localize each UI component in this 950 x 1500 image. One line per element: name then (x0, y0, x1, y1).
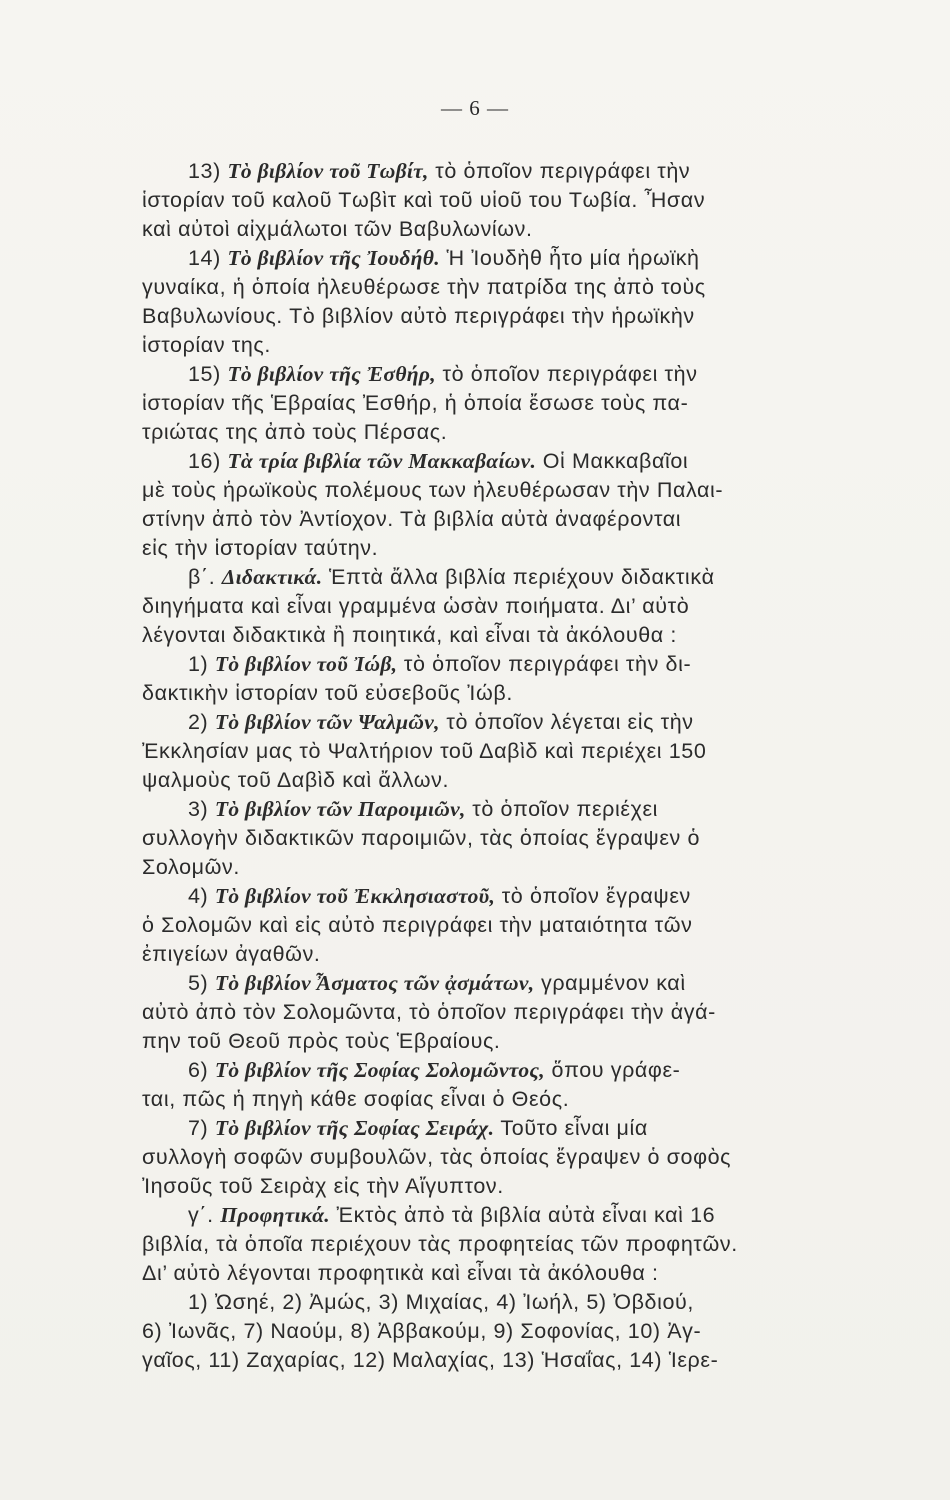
book-title: Τὸ βιβλίον τῶν Παροιμιῶν, (214, 797, 466, 821)
text-line (142, 795, 878, 824)
line-text: γαῖος, 11) Ζαχαρίας, 12) Μαλαχίας, 13) Ἡσαΐας, 14) Ἱερε- (142, 1348, 719, 1372)
text-line (142, 505, 878, 534)
text-line (142, 1288, 878, 1317)
line-text: τριώτας της ἀπὸ τοὺς Πέρσας. (142, 420, 448, 444)
line-text: βιβλία, τὰ ὁποῖα περιέχουν τὰς προφητείας τῶν προφητῶν. (142, 1232, 738, 1256)
text-line (142, 1143, 878, 1172)
line-text: τὸ ὁποῖον περιγράφει τὴν (435, 362, 698, 386)
text-line (142, 476, 878, 505)
line-text: ὁ Σολομῶν καὶ εἰς αὐτὸ περιγράφει τὴν ματαιότητα τῶν (142, 913, 693, 937)
line-text: 6) (188, 1058, 215, 1082)
text-line (142, 273, 878, 302)
book-title: Τὸ βιβλίον τῶν Ψαλμῶν, (214, 710, 440, 734)
text-line (142, 1172, 878, 1201)
line-text: Βαβυλωνίους. Τὸ βιβλίον αὐτὸ περιγράφει τὴν ἡρωϊκὴν (142, 304, 695, 328)
text-line (142, 215, 878, 244)
book-title: Διδακτικά. (221, 565, 323, 589)
text-line (142, 1056, 878, 1085)
text-line (142, 1317, 878, 1346)
line-text: Σολομῶν. (142, 855, 240, 879)
line-text: ἱστορίαν τῆς Ἑβραίας Ἐσθήρ, ἡ ὁποία ἔσωσε τοὺς πα- (142, 391, 689, 415)
text-line (142, 853, 878, 882)
text-line (142, 592, 878, 621)
body-text (142, 157, 878, 1375)
text-line (142, 1085, 878, 1114)
line-text: 14) (188, 246, 228, 270)
text-line (142, 1027, 878, 1056)
line-text: 4) (188, 884, 215, 908)
line-text: στίνην ἀπὸ τὸν Ἀντίοχον. Τὰ βιβλία αὐτὰ ἀναφέρονται (142, 507, 682, 531)
text-line (142, 1114, 878, 1143)
text-line (142, 534, 878, 563)
book-title: Τὸ βιβλίον τοῦ Τωβίτ, (227, 159, 429, 183)
line-text: μὲ τοὺς ἡρωϊκοὺς πολέμους των ἠλευθέρωσαν τὴν Παλαι- (142, 478, 724, 502)
text-line (142, 1230, 878, 1259)
line-text: συλλογὴ σοφῶν συμβουλῶν, τὰς ὁποίας ἔγραψεν ὁ σοφὸς (142, 1145, 732, 1169)
line-text: ται, πῶς ἡ πηγὴ κάθε σοφίας εἶναι ὁ Θεός. (142, 1087, 570, 1111)
line-text: 1) Ὠσηέ, 2) Ἀμώς, 3) Μιχαίας, 4) Ἰωήλ, 5) Ὀβδιού, (188, 1290, 694, 1314)
line-text: Ἐκκλησίαν μας τὸ Ψαλτήριον τοῦ Δαβὶδ καὶ περιέχει 150 (142, 739, 707, 763)
line-text: ὅπου γράφε- (544, 1058, 681, 1082)
line-text: 5) (188, 971, 215, 995)
line-text: πην τοῦ Θεοῦ πρὸς τοὺς Ἑβραίους. (142, 1029, 501, 1053)
text-line (142, 447, 878, 476)
line-text: τὸ ὁποῖον περιέχει (465, 797, 659, 821)
text-line (142, 940, 878, 969)
line-text: εἰς τὴν ἱστορίαν ταύτην. (142, 536, 379, 560)
text-line (142, 563, 878, 592)
line-text: Ἡ Ἰουδὴθ ἦτο μία ἡρωϊκὴ (439, 246, 700, 270)
text-line (142, 824, 878, 853)
line-text: 6) Ἰωνᾶς, 7) Ναούμ, 8) Ἀββακούμ, 9) Σοφονίας, 10) Ἀγ- (142, 1319, 702, 1343)
line-text: 1) (188, 652, 215, 676)
text-line (142, 389, 878, 418)
line-text: λέγονται διδακτικὰ ἢ ποιητικά, καὶ εἶναι τὰ ἀκόλουθα : (142, 623, 677, 647)
book-title: Τὸ βιβλίον τῆς Ἐσθήρ, (227, 362, 436, 386)
text-line (142, 911, 878, 940)
book-title: Τὰ τρία βιβλία τῶν Μακκαβαίων. (227, 449, 537, 473)
line-text: γραμμένον καὶ (534, 971, 686, 995)
text-line (142, 418, 878, 447)
book-title: Τὸ βιβλίον τῆς Σοφίας Σειράχ. (214, 1116, 495, 1140)
text-line (142, 650, 878, 679)
text-line (142, 360, 878, 389)
text-line (142, 1201, 878, 1230)
line-text: αὐτὸ ἀπὸ τὸν Σολομῶντα, τὸ ὁποῖον περιγράφει τὴν ἀγά- (142, 1000, 716, 1024)
line-text: ἱστορίαν τοῦ καλοῦ Τωβὶτ καὶ τοῦ υἱοῦ του Τωβία. Ἦσαν (142, 188, 706, 212)
text-line (142, 186, 878, 215)
text-line (142, 621, 878, 650)
line-text: Οἱ Μακκαβαῖοι (536, 449, 689, 473)
text-line (142, 882, 878, 911)
book-title: Τὸ βιβλίον τῆς Ἰουδήθ. (227, 246, 440, 270)
line-text: ἱστορίαν της. (142, 333, 271, 357)
book-title: Προφητικά. (220, 1203, 330, 1227)
line-text: διηγήματα καὶ εἶναι γραμμένα ὡσὰν ποιήματα. Δι’ αὐτὸ (142, 594, 690, 618)
line-text: 2) (188, 710, 215, 734)
text-line (142, 766, 878, 795)
line-text: Ἰησοῦς τοῦ Σειρὰχ εἰς τὴν Αἴγυπτον. (142, 1174, 504, 1198)
book-title: Τὸ βιβλίον τοῦ Ἐκκλησιαστοῦ, (214, 884, 496, 908)
line-text: τὸ ὁποῖον λέγεται εἰς τὴν (439, 710, 694, 734)
line-text: Τοῦτο εἶναι μία (494, 1116, 648, 1140)
text-line (142, 998, 878, 1027)
line-text: ψαλμοὺς τοῦ Δαβὶδ καὶ ἄλλων. (142, 768, 450, 792)
line-text: τὸ ὁποῖον περιγράφει τὴν (428, 159, 691, 183)
line-text: Ἑπτὰ ἄλλα βιβλία περιέχουν διδακτικὰ (322, 565, 715, 589)
line-text: ἐπιγείων ἀγαθῶν. (142, 942, 321, 966)
line-text: β΄. (188, 565, 222, 589)
line-text: 13) (188, 159, 228, 183)
book-title: Τὸ βιβλίον τοῦ Ἰώβ, (214, 652, 398, 676)
text-line (142, 157, 878, 186)
text-line (142, 679, 878, 708)
text-line (142, 737, 878, 766)
line-text: Ἐκτὸς ἀπὸ τὰ βιβλία αὐτὰ εἶναι καὶ 16 (329, 1203, 716, 1227)
line-text: γ΄. (188, 1203, 221, 1227)
line-text: 3) (188, 797, 215, 821)
line-text: τὸ ὁποῖον περιγράφει τὴν δι- (397, 652, 692, 676)
line-text: 7) (188, 1116, 215, 1140)
page-number: — 6 — (441, 96, 509, 120)
text-line (142, 969, 878, 998)
book-title: Τὸ βιβλίον Ἆσματος τῶν ᾀσμάτων, (214, 971, 535, 995)
line-text: γυναίκα, ἡ ὁποία ἠλευθέρωσε τὴν πατρίδα της ἀπὸ τοὺς (142, 275, 706, 299)
line-text: Δι’ αὐτὸ λέγονται προφητικὰ καὶ εἶναι τὰ ἀκόλουθα : (142, 1261, 659, 1285)
text-line (142, 244, 878, 273)
line-text: 15) (188, 362, 228, 386)
text-line (142, 302, 878, 331)
text-line (142, 1259, 878, 1288)
line-text: 16) (188, 449, 228, 473)
line-text: τὸ ὁποῖον ἔγραψεν (495, 884, 691, 908)
line-text: καὶ αὐτοὶ αἰχμάλωτοι τῶν Βαβυλωνίων. (142, 217, 533, 241)
text-line (142, 331, 878, 360)
line-text: συλλογὴν διδακτικῶν παροιμιῶν, τὰς ὁποίας ἔγραψεν ὁ (142, 826, 701, 850)
text-line (142, 708, 878, 737)
text-line (142, 1346, 878, 1375)
book-title: Τὸ βιβλίον τῆς Σοφίας Σολομῶντος, (214, 1058, 545, 1082)
line-text: δακτικὴν ἱστορίαν τοῦ εὐσεβοῦς Ἰώβ. (142, 681, 513, 705)
